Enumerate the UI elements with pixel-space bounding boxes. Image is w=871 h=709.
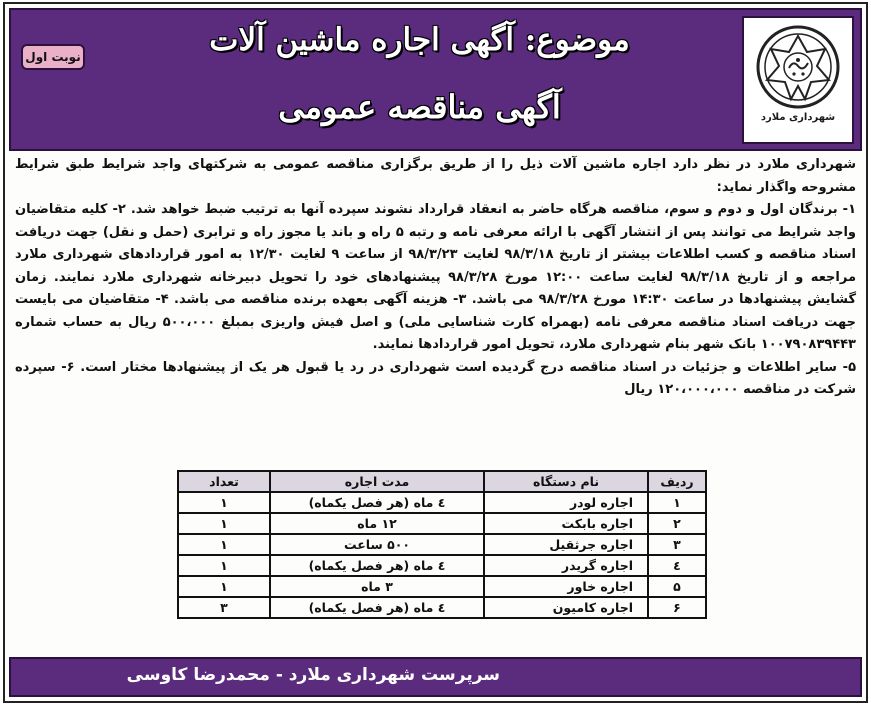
header-banner: [9, 8, 862, 151]
table-row: [178, 492, 706, 513]
duration-cell: ٤ ماه (هر فصل یکماه): [270, 492, 484, 513]
municipality-logo: [742, 16, 854, 144]
page-subtitle: آگهی مناقصه عمومی: [278, 88, 561, 126]
row-number-cell: ۶: [648, 597, 706, 618]
row-number-cell: ۳: [648, 534, 706, 555]
row-number-cell: ٤: [648, 555, 706, 576]
column-header-rental-duration: مدت اجاره: [270, 471, 484, 492]
quantity-cell: ۱: [178, 576, 270, 597]
conditions-paragraph: ۱- برندگان اول و دوم و سوم، مناقصه هرگاه حاضر به انعقاد قرارداد نشوند سپرده آنها به ترتیب ضبط خواهد شد. ۲- کلیه متقاضیان واجد شرایط می توانند پس از انتشار آگهی با ارائه معرفی نامه و رتبه ۵ راه و باند یا مجوز راه و ترابری (حمل و نقل) جهت دریافت اسناد مناقصه و کسب اطلاعات بیشتر از تاریخ ۹۸/۳/۱۸ لغایت ۹۸/۳/۲۳ از ساعت ۹ لغایت ۱۲/۳۰ به امور قراردادهای شهرداری ملارد مراجعه و از تاریخ ۹۸/۳/۱۸ لغایت ساعت ۱۲:۰۰ مورخ ۹۸/۳/۲۸ پیشنهادهای خود را تحویل دبیرخانه شهرداری ملارد نمایند. زمان گشایش پیشنهادها در ساعت ۱۴:۳۰ مورخ ۹۸/۳/۲۸ می باشد. ۳- هزینه آگهی بعهده برنده مناقصه می باشد. ۴- متقاضیان می بایست جهت دریافت اسناد مناقصه معرفی نامه (بهمراه کارت شناسایی ملی) و اصل فیش واریزی بمبلغ ۵۰۰،۰۰۰ ریال به حساب شماره ۱۰۰۷۹۰۸۳۹۴۴۳ بانک شهر بنام شهرداری ملارد، تحویل امور قراردادها نمایند.: [15, 202, 857, 352]
advertisement-page: [3, 2, 868, 703]
footer-banner: [9, 657, 862, 697]
device-name-cell: اجاره خاور: [484, 576, 648, 597]
duration-cell: ٤ ماه (هر فصل یکماه): [270, 597, 484, 618]
announcement-body: [15, 154, 856, 402]
row-number-cell: ۲: [648, 513, 706, 534]
quantity-cell: ۱: [178, 534, 270, 555]
logo-caption: شهرداری ملارد: [760, 112, 836, 123]
row-number-cell: ۱: [648, 492, 706, 513]
quantity-cell: ۱: [178, 555, 270, 576]
table-row: [178, 513, 706, 534]
intro-paragraph: شهرداری ملارد در نظر دارد اجاره ماشین آلات ذیل را از طریق برگزاری مناقصه عمومی به شرکتهای واجد شرایط طبق شرایط مشروحه واگذار نماید:: [15, 157, 856, 195]
device-name-cell: اجاره لودر: [484, 492, 648, 513]
deposit-paragraph: ۵- سایر اطلاعات و جزئیات در اسناد مناقصه درج گردیده است شهرداری در رد یا قبول هر یک از پیشنهادها مختار است. ۶- سپرده شرکت در مناقصه ۱۲۰،۰۰۰،۰۰۰ ریال: [15, 359, 856, 397]
column-header-quantity: تعداد: [178, 471, 270, 492]
first-round-badge: نوبت اول: [21, 44, 85, 70]
column-header-device-name: نام دستگاه: [484, 471, 648, 492]
table-row: [178, 534, 706, 555]
table-row: [178, 555, 706, 576]
duration-cell: ۵۰۰ ساعت: [270, 534, 484, 555]
duration-cell: ۳ ماه: [270, 576, 484, 597]
row-number-cell: ۵: [648, 576, 706, 597]
quantity-cell: ۳: [178, 597, 270, 618]
device-name-cell: اجاره بابکت: [484, 513, 648, 534]
signature-text: سرپرست شهرداری ملارد - محمدرضا کاوسی: [126, 665, 500, 685]
duration-cell: ٤ ماه (هر فصل یکماه): [270, 555, 484, 576]
emblem-icon: [755, 24, 841, 110]
table-row: [178, 597, 706, 618]
column-header-row-number: ردیف: [648, 471, 706, 492]
quantity-cell: ۱: [178, 492, 270, 513]
duration-cell: ۱۲ ماه: [270, 513, 484, 534]
equipment-table: [177, 470, 707, 619]
quantity-cell: ۱: [178, 513, 270, 534]
device-name-cell: اجاره جرثقیل: [484, 534, 648, 555]
table-row: [178, 576, 706, 597]
device-name-cell: اجاره کامیون: [484, 597, 648, 618]
table-header-row: [178, 471, 706, 492]
device-name-cell: اجاره گریدر: [484, 555, 648, 576]
page-title: موضوع: آگهی اجاره ماشین آلات: [209, 22, 630, 58]
